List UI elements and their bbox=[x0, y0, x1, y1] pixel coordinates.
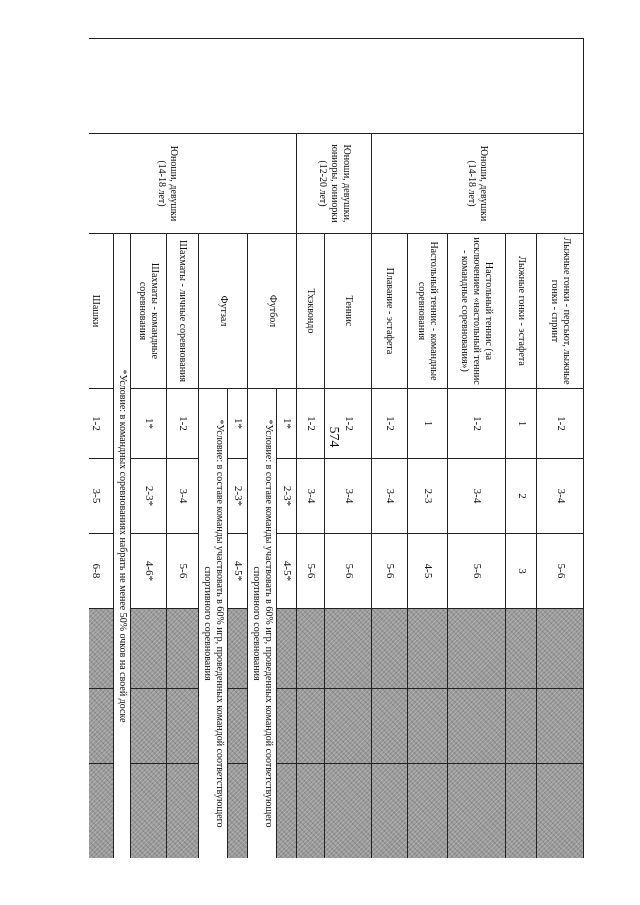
table-row bbox=[537, 39, 584, 859]
shaded-cell bbox=[537, 609, 584, 689]
shaded-cell bbox=[167, 764, 199, 859]
shaded-cell bbox=[89, 609, 114, 689]
shaded-cell bbox=[325, 764, 372, 859]
shaded-cell bbox=[89, 764, 114, 859]
value-cell: 5-6 bbox=[372, 534, 408, 609]
empty-first-column bbox=[89, 39, 584, 134]
event-cell: Теннис bbox=[325, 234, 372, 389]
shaded-cell bbox=[448, 764, 506, 859]
shaded-cell bbox=[297, 609, 325, 689]
value-cell: 5-6 bbox=[167, 534, 199, 609]
age-group-cell: Юноши, девушки (14-18 лет) bbox=[89, 134, 297, 234]
table-row bbox=[325, 39, 372, 859]
value-cell: 1 bbox=[506, 389, 537, 459]
shaded-cell bbox=[277, 764, 297, 859]
shaded-cell bbox=[448, 689, 506, 764]
value-cell: 1-2 bbox=[297, 389, 325, 459]
value-cell: 2-3* bbox=[228, 459, 248, 534]
value-cell: 3-4 bbox=[167, 459, 199, 534]
event-cell: Футбол bbox=[248, 234, 297, 389]
value-cell: 5-6 bbox=[537, 534, 584, 609]
shaded-cell bbox=[277, 609, 297, 689]
shaded-cell bbox=[131, 764, 167, 859]
note-cell: *Условие: в составе команды участвовать в 60% игр, проведенных командой соответствующего спортивного соревнования bbox=[248, 389, 277, 859]
value-cell: 3-4 bbox=[448, 459, 506, 534]
shaded-cell bbox=[325, 689, 372, 764]
value-cell: 5-6 bbox=[448, 534, 506, 609]
shaded-cell bbox=[506, 609, 537, 689]
rotated-table-region bbox=[89, 38, 584, 858]
shaded-cell bbox=[506, 764, 537, 859]
note-cell: *Условие: в командных соревнованиях набрать не менее 50% очков на своей доске bbox=[114, 234, 131, 859]
shaded-cell bbox=[537, 764, 584, 859]
shaded-cell bbox=[372, 609, 408, 689]
value-cell: 2 bbox=[506, 459, 537, 534]
value-cell: 4-5* bbox=[228, 534, 248, 609]
value-cell: 3-4 bbox=[372, 459, 408, 534]
rotated-table-container bbox=[89, 38, 584, 858]
value-cell: 6-8 bbox=[89, 534, 114, 609]
shaded-cell bbox=[89, 689, 114, 764]
event-cell: Футзал bbox=[199, 234, 248, 389]
event-cell: Шахматы - личные соревнования bbox=[167, 234, 199, 389]
value-cell: 1-2 bbox=[372, 389, 408, 459]
value-cell: 4-5* bbox=[277, 534, 297, 609]
value-cell: 1-2 bbox=[89, 389, 114, 459]
value-cell: 1* bbox=[131, 389, 167, 459]
value-cell: 1-2 bbox=[537, 389, 584, 459]
note-cell: *Условие: в составе команды участвовать в 60% игр, проведенных командой соответствующего спортивного соревнования bbox=[199, 389, 228, 859]
shaded-cell bbox=[372, 764, 408, 859]
shaded-cell bbox=[297, 764, 325, 859]
shaded-cell bbox=[408, 609, 448, 689]
value-cell: 1* bbox=[228, 389, 248, 459]
shaded-cell bbox=[167, 689, 199, 764]
value-cell: 3-4 bbox=[537, 459, 584, 534]
event-cell: Шахматы - командные соревнования bbox=[131, 234, 167, 389]
age-group-cell: Юноши, девушки, юниоры, юниорки (12-20 лет) bbox=[297, 134, 372, 234]
shaded-cell bbox=[506, 689, 537, 764]
value-cell: 3 bbox=[506, 534, 537, 609]
shaded-cell bbox=[297, 689, 325, 764]
event-cell: Лыжные гонки - персьют, лыжные гонки - спринт bbox=[537, 234, 584, 389]
table-row bbox=[277, 39, 297, 859]
value-cell: 1-2 bbox=[167, 389, 199, 459]
value-cell: 3-5 bbox=[89, 459, 114, 534]
value-cell: 1-2 bbox=[448, 389, 506, 459]
value-cell: 2-3* bbox=[131, 459, 167, 534]
shaded-cell bbox=[537, 689, 584, 764]
value-cell: 5-6 bbox=[297, 534, 325, 609]
shaded-cell bbox=[228, 609, 248, 689]
shaded-cell bbox=[131, 609, 167, 689]
value-cell: 4-5 bbox=[408, 534, 448, 609]
shaded-cell bbox=[228, 764, 248, 859]
shaded-cell bbox=[372, 689, 408, 764]
event-cell: Плавание - эстафета bbox=[372, 234, 408, 389]
event-cell: Лыжные гонки - эстафета bbox=[506, 234, 537, 389]
event-cell: Настольный теннис - командные соревнования bbox=[408, 234, 448, 389]
value-cell: 1 bbox=[408, 389, 448, 459]
event-cell: Тхэквондо bbox=[297, 234, 325, 389]
shaded-cell bbox=[325, 609, 372, 689]
shaded-cell bbox=[408, 764, 448, 859]
age-group-cell: Юноши, девушки (14-18 лет) bbox=[372, 134, 584, 234]
shaded-cell bbox=[131, 689, 167, 764]
value-cell: 3-4 bbox=[297, 459, 325, 534]
event-cell: Шашки bbox=[89, 234, 114, 389]
value-cell: 2-3* bbox=[277, 459, 297, 534]
shaded-cell bbox=[408, 689, 448, 764]
shaded-cell bbox=[228, 689, 248, 764]
event-cell: Настольный теннис (за исключением «настольный теннис - командные соревнования») bbox=[448, 234, 506, 389]
value-cell: 1* bbox=[277, 389, 297, 459]
value-cell: 2-3 bbox=[408, 459, 448, 534]
value-cell: 1-2 bbox=[325, 389, 372, 459]
shaded-cell bbox=[277, 689, 297, 764]
value-cell: 3-4 bbox=[325, 459, 372, 534]
page-number: 574 bbox=[326, 426, 341, 448]
value-cell: 5-6 bbox=[325, 534, 372, 609]
value-cell: 4-6* bbox=[131, 534, 167, 609]
shaded-cell bbox=[448, 609, 506, 689]
sports-ranks-table bbox=[89, 38, 584, 858]
shaded-cell bbox=[167, 609, 199, 689]
